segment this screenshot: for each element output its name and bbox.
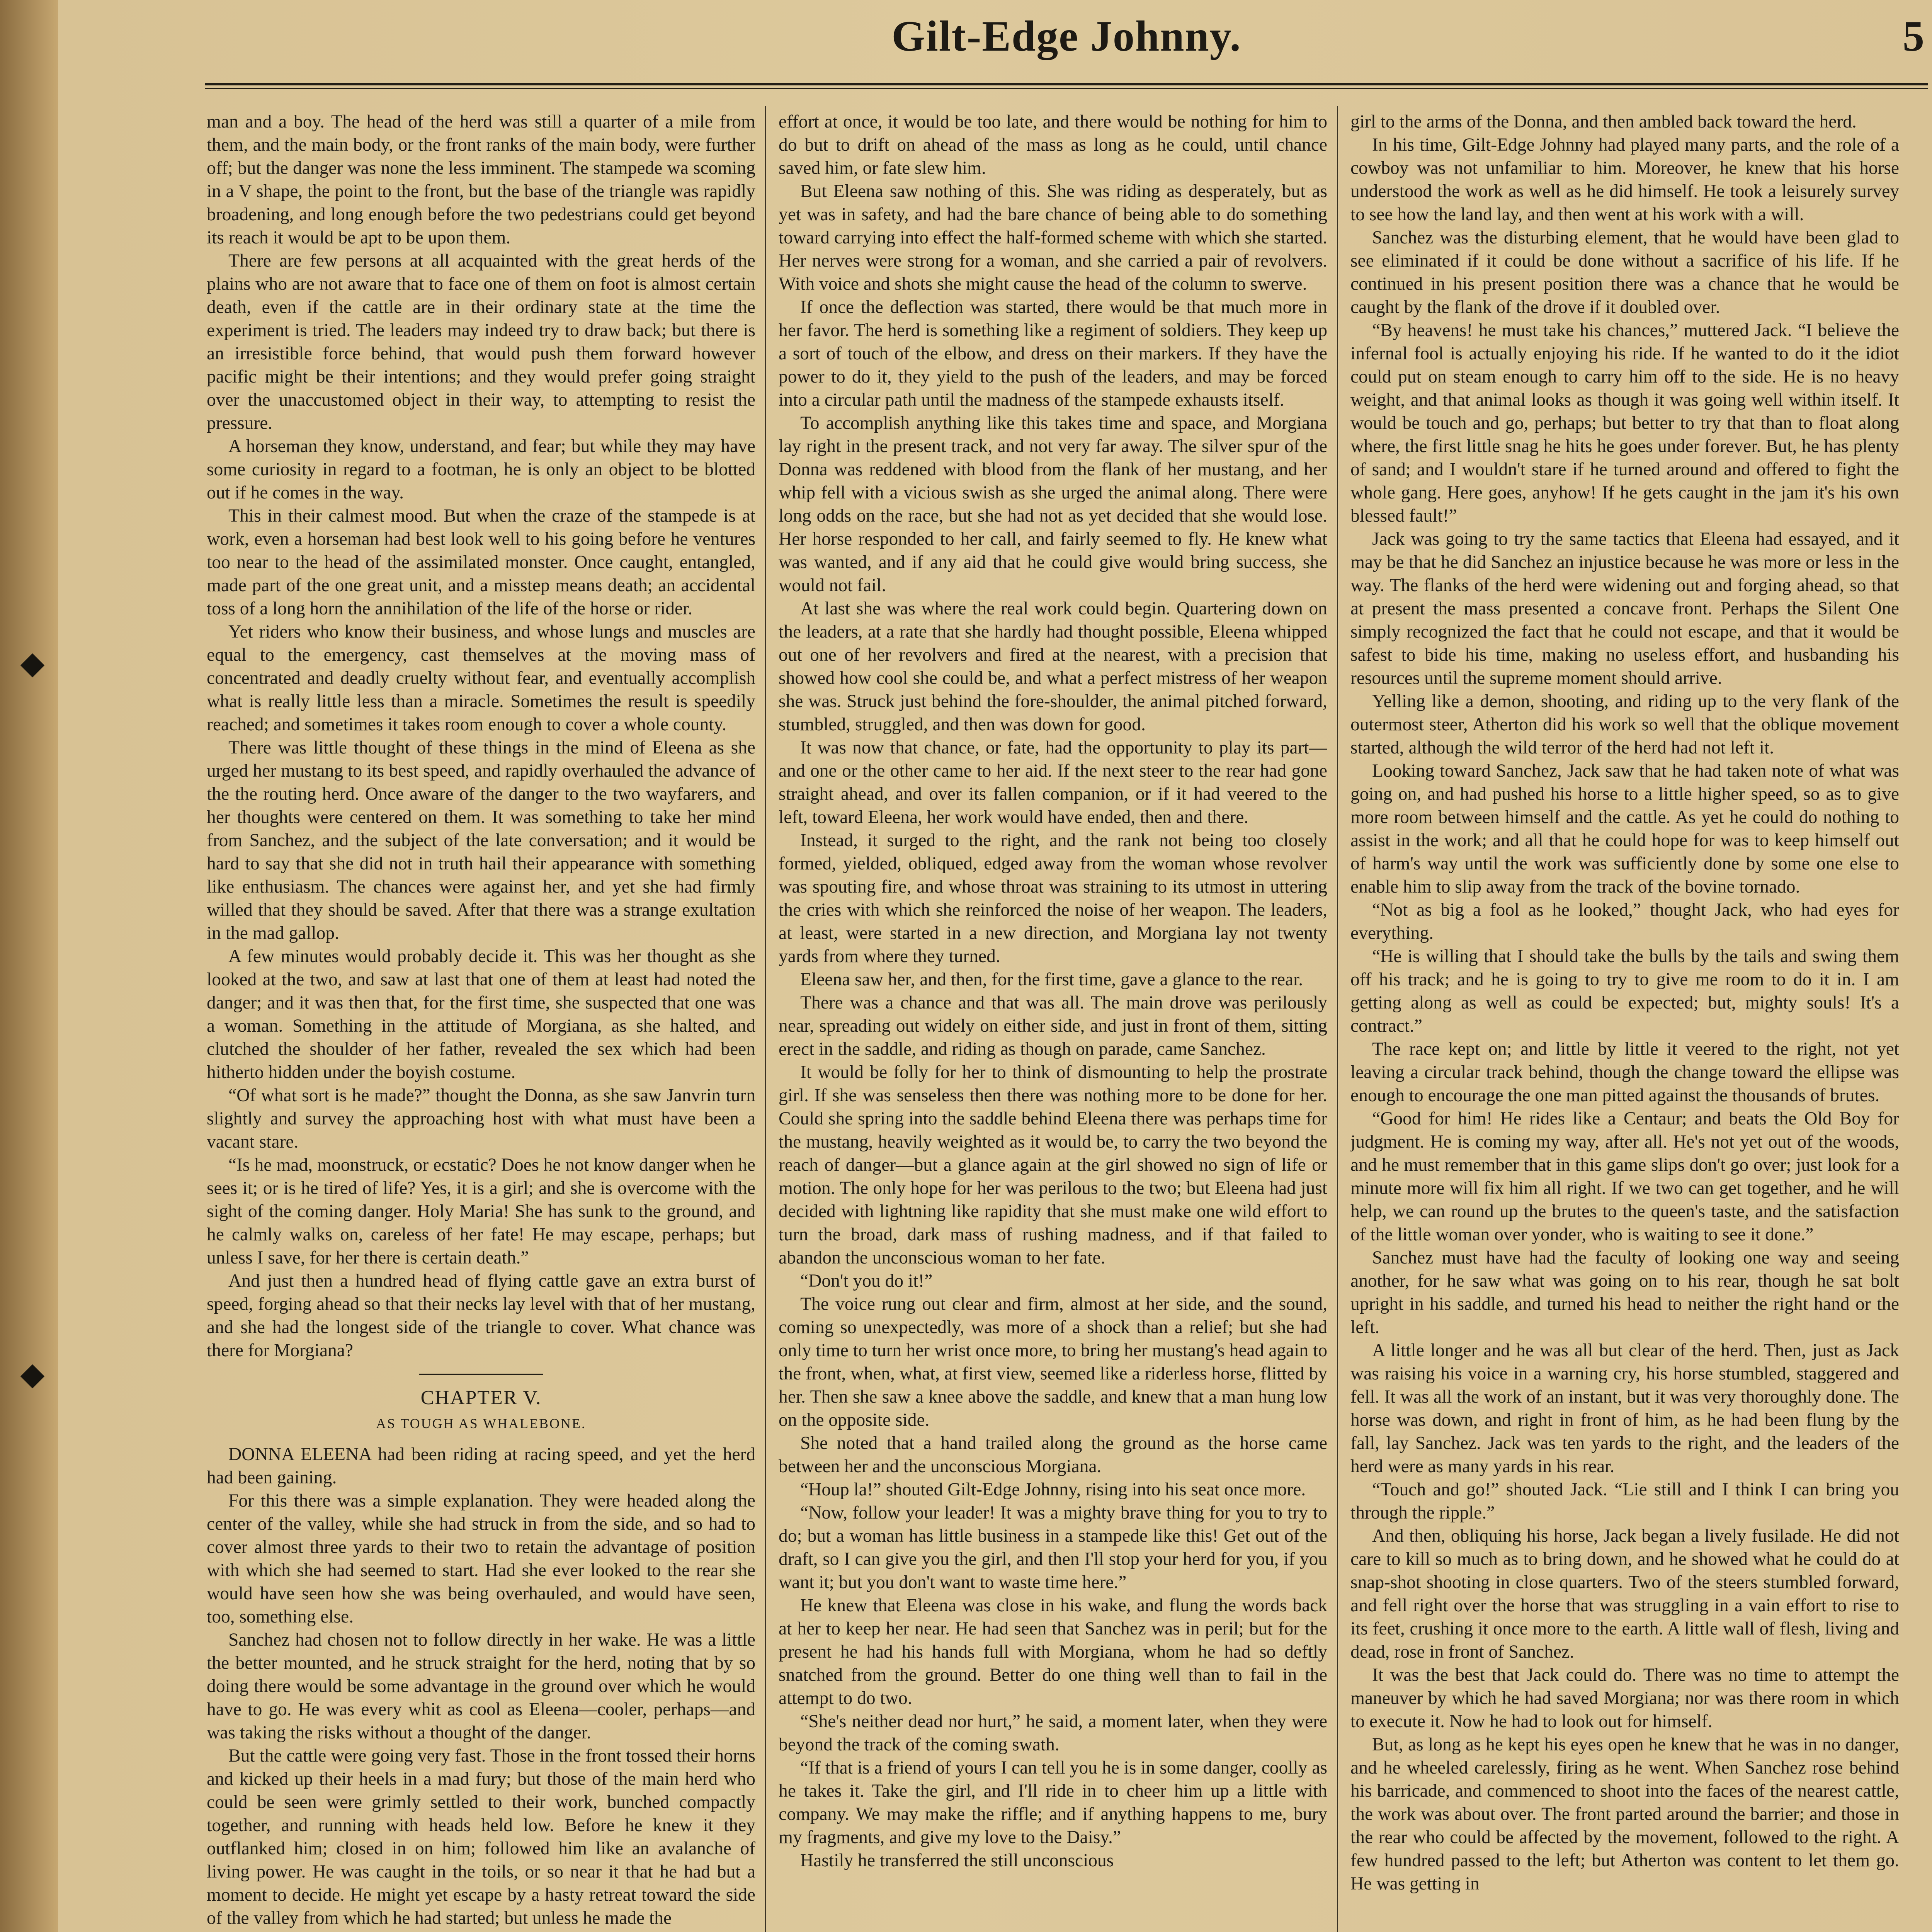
paragraph: Yet riders who know their business, and whose lungs and muscles are equal to the emergency, cast themselves at the moving mass of concentrated and deadly cruelty without fear, and eventually accomplish what is really little less than a miracle. Sometimes the result is speedily reached; and sometimes it takes room enough to cover a whole county. bbox=[207, 622, 755, 735]
paragraph: effort at once, it would be too late, and there would be nothing for him to do but to drift on ahead of the mass as long as he could, until chance saved him, or fate slew him. bbox=[779, 112, 1327, 178]
paragraph: Sanchez had chosen not to follow directly in her wake. He was a little the better mounted, and he struck straight for the herd, noting that by so doing there would be some advantage in the ground over which he would have to go. He was every whit as cool as Eleena—cooler, perhaps—and was taking the risks without a thought of the danger. bbox=[207, 1630, 755, 1743]
paragraph: The voice rung out clear and firm, almost at her side, and the sound, coming so unexpectedly, was more of a shock than a relief; but she had only time to turn her wrist once more, to bring her mustang's head again to the front, when, what, at first view, seemed like a riderless horse, flitted by her. Then she saw a knee above the saddle, and knew that a man hung low on the opposite side. bbox=[779, 1294, 1327, 1430]
paragraph: “Not as big a fool as he looked,” thought Jack, who had eyes for everything. bbox=[1350, 900, 1899, 943]
paragraph: Sanchez was the disturbing element, that he would have been glad to see eliminated if it could be done without a sacrifice of his life. If he continued in his present position there was a chance that he would be caught by the flank of the drove if it doubled over. bbox=[1350, 228, 1899, 317]
paragraph: “By heavens! he must take his chances,” muttered Jack. “I believe the infernal fool is actually enjoying his ride. If he wanted to do it the idiot could put on steam enough to carry him off to the side. He is no heavy weight, and that animal looks as though it was going well within itself. It would be touch and go, perhaps; but better to try that than to float along where, the first little snag he hits he goes under forever. But, he has plenty of sand; and I wouldn't stare if he turned around and offered to fight the whole gang. Here goes, anyhow! If he gets caught in the jam it's his own blessed fault!” bbox=[1350, 320, 1899, 526]
paragraph: Eleena saw her, and then, for the first time, gave a glance to the rear. bbox=[800, 969, 1303, 990]
paragraph: DONNA ELEENA had been riding at racing speed, and yet the herd had been gaining. bbox=[207, 1444, 755, 1488]
paragraph: This in their calmest mood. But when the craze of the stampede is at work, even a horseman had best look well to his going before he ventures too near to the head of the assimilated monster. Once caught, entangled, made part of the one great unit, and a misstep means death; an accidental toss of a long horn the annihilation of the life of the horse or rider. bbox=[207, 506, 755, 619]
paragraph: A few minutes would probably decide it. This was her thought as she looked at the two, and saw at last that one of them at least had noted the danger; and it was then that, for the first time, she suspected that one was a woman. Something in the attitude of Morgiana, as she halted, and clutched the shoulder of her father, revealed the sex which had been hitherto hidden under the boyish costume. bbox=[207, 946, 755, 1082]
paragraph: In his time, Gilt-Edge Johnny had played many parts, and the role of a cowboy was not unfamiliar to him. Moreover, he knew that his horse understood the work as well as he did himself. He took a leisurely survey to see how the land lay, and then went at his work with a will. bbox=[1350, 135, 1899, 224]
paragraph: There was little thought of these things in the mind of Eleena as she urged her mustang to its best speed, and rapidly overhauled the advance of the the routing herd. Once aware of the danger to the two wayfarers, and her thoughts were centered on them. It was something to take her mind from Sanchez, and the subject of the late conversation; and it would be hard to say that she did not in truth hail their appearance with something like enthusiasm. The chances were against her, and yet she had firmly willed that they should be saved. After that there was a strange exultation in the mad gallop. bbox=[207, 738, 755, 943]
paragraph: But the cattle were going very fast. Those in the front tossed their horns and kicked up their heels in a mad fury; but those of the main herd who could be seen were grimly settled to their work, bunched compactly together, and running with heads held low. Before he knew it they outflanked him; closed in on him; followed him like an avalanche of living power. He was caught in the toils, or so near it that he had but a moment to decide. He might yet escape by a hasty retreat toward the side of the valley from which he had started; but unless he made the bbox=[207, 1746, 755, 1928]
paragraph: “He is willing that I should take the bulls by the tails and swing them off his track; and he is going to try to give me room to do it in. I am getting along as well as could be expected; but, mighty souls! It's a contract.” bbox=[1350, 946, 1899, 1036]
binding-stitch-mark bbox=[20, 653, 44, 677]
paragraph: girl to the arms of the Donna, and then ambled back toward the herd. bbox=[1350, 112, 1857, 132]
paragraph: It would be folly for her to think of dismounting to help the prostrate girl. If she was senseless then there was nothing more to be done for her. Could she spring into the saddle behind Eleena there was perhaps time for the mustang, heavily weighted as it would be, to carry the two beyond the reach of danger—but a glance again at the girl showed no sign of life or motion. The only hope for her was perilous to the two; but Eleena had just decided with lightning like rapidity that she must make one wild effort to turn the broad, dark mass of rushing madness, and if that failed to abandon the unconscious woman to her fate. bbox=[779, 1062, 1327, 1268]
paragraph: Jack was going to try the same tactics that Eleena had essayed, and it may be that he did Sanchez an injustice because he was more or less in the way. The flanks of the herd were widening out and forging ahead, so that at present the mass presented a concave front. Perhaps the Silent One simply recognized the fact that he could not escape, and that it would be safest to bide his time, making no useless effort, and husbanding his resources until the supreme moment should arrive. bbox=[1350, 529, 1899, 688]
paragraph: Sanchez must have had the faculty of looking one way and seeing another, for he saw what was going on to his rear, though he sat bolt upright in his saddle, and turned his head to neither the right hand or the left. bbox=[1350, 1248, 1899, 1337]
paragraph: “Good for him! He rides like a Centaur; and beats the Old Boy for judgment. He is coming my way, after all. He's not yet out of the woods, and he must remember that in this game slips don't go over; just look for a minute more will fix him all right. If we two can get together, and he will help, we can round up the brutes to the queen's taste, and the satisfaction of the little woman over yonder, who is waiting to see it done.” bbox=[1350, 1109, 1899, 1245]
paragraph: Yelling like a demon, shooting, and riding up to the very flank of the outermost steer, Atherton did his work so well that the oblique movement started, although the wild terror of the herd had not left it. bbox=[1350, 691, 1899, 758]
paragraph: And just then a hundred head of flying cattle gave an extra burst of speed, forging ahead so that their necks lay level with that of her mustang, and she had the longest side of the triangle to cover. What chance was there for Morgiana? bbox=[207, 1271, 755, 1361]
paragraph: “Don't you do it!” bbox=[800, 1271, 933, 1291]
paragraph: “Touch and go!” shouted Jack. “Lie still and I think I can bring you through the ripple.” bbox=[1350, 1480, 1899, 1523]
paragraph: “Of what sort is he made?” thought the Donna, as she saw Janvrin turn slightly and survey the approaching host with what must have been a vacant stare. bbox=[207, 1085, 755, 1152]
page-number: 5 bbox=[1903, 12, 1924, 60]
paragraph: Hastily he transferred the still unconscious bbox=[800, 1850, 1114, 1871]
paragraph: And then, obliquing his horse, Jack began a lively fusilade. He did not care to kill so much as to bring down, and he showed what he could do at snap-shot shooting in close quarters. Two of the steers stumbled forward, and fell right over the horse that was struggling in a vain effort to rise to its feet, crushing it once more to the earth. A little wall of flesh, living and dead, rose in front of Sanchez. bbox=[1350, 1526, 1899, 1662]
running-head bbox=[209, 12, 1924, 70]
chapter-subtitle: AS TOUGH AS WHALEBONE. bbox=[376, 1416, 587, 1431]
paragraph: He knew that Eleena was close in his wake, and flung the words back at her to keep her near. He had seen that Sanchez was in peril; but for the present he had his hands full with Morgiana, whom he had so deftly snatched from the ground. Better do one thing well than to fail in the attempt to do two. bbox=[779, 1595, 1327, 1708]
paragraph: “If that is a friend of yours I can tell you he is in some danger, coolly as he takes it. Take the girl, and I'll ride in to cheer him up a little with company. We may make the riffle; and if anything happens to me, bury my fragments, and give my love to the Daisy.” bbox=[779, 1758, 1327, 1847]
paragraph: “Is he mad, moonstruck, or ecstatic? Does he not know danger when he sees it; or is he tired of life? Yes, it is a girl; and she is overcome with the sight of the coming danger. Holy Maria! She has sunk to the ground, and he calmly walks on, careless of her fate! He may escape, perhaps; but unless I save, for her there is certain death.” bbox=[207, 1155, 755, 1268]
paragraph: A little longer and he was all but clear of the herd. Then, just as Jack was raising his voice in a warning cry, his horse stumbled, staggered and fell. It was all the work of an instant, but it was very thoroughly done. The horse was down, and right in front of him, as he had been flung by the fall, lay Sanchez. Jack was ten yards to the right, and the leaders of the herd were as many yards in his rear. bbox=[1350, 1340, 1899, 1476]
text-column-right bbox=[1350, 110, 1899, 1932]
paragraph: “Houp la!” shouted Gilt-Edge Johnny, rising into his seat once more. bbox=[800, 1480, 1306, 1500]
binding-stitch-mark bbox=[20, 1364, 44, 1388]
chapter-title: CHAPTER V. bbox=[420, 1387, 542, 1409]
chapter-divider bbox=[419, 1374, 543, 1375]
paragraph: The race kept on; and little by little it veered to the right, not yet leaving a circular track behind, though the change toward the ellipse was enough to encourage the one man pitted against the thousands of brutes. bbox=[1350, 1039, 1899, 1105]
paragraph: To accomplish anything like this takes time and space, and Morgiana lay right in the present track, and not very far away. The silver spur of the Donna was reddened with blood from the flank of her mustang, and her whip fell with a vicious swish as she urged the animal along. There were long odds on the race, but she had not as yet decided that she would lose. Her horse responded to her call, and fairly seemed to fly. He knew what was wanted, and if any aid that he could give would bring success, she would not fail. bbox=[779, 413, 1327, 595]
paragraph: “Now, follow your leader! It was a mighty brave thing for you to try to do; but a woman has little business in a stampede like this! Get out of the draft, so I can give you the girl, and then I'll stop your herd for you, if you want it; but you don't want to waste time here.” bbox=[779, 1503, 1327, 1592]
column-rule bbox=[1337, 106, 1338, 1932]
paragraph: If once the deflection was started, there would be that much more in her favor. The herd is something like a regiment of soldiers. They keep up a sort of touch of the elbow, and dress on their markers. If they have the power to do it, they yield to the push of the leaders, and may be forced into a circular path until the madness of the stampede exhausts itself. bbox=[779, 297, 1327, 410]
text-column-middle bbox=[779, 110, 1327, 1932]
paragraph: There are few persons at all acquainted with the great herds of the plains who are not aware that to face one of them on foot is almost certain death, even if the cattle are in their ordinary state at the time the experiment is tried. The leaders may indeed try to draw back; but there is an irresistible force behind, that would push them forward however pacific might be their intentions; and they would prefer going straight over the unaccustomed object in their way, to attempting to resist the pressure. bbox=[207, 251, 755, 433]
paragraph: It was now that chance, or fate, had the opportunity to play its part—and one or the other came to her aid. If the next steer to the rear had gone straight ahead, and over its fallen companion, or if it had veered to the left, toward Eleena, her work would have ended, then and there. bbox=[779, 738, 1327, 827]
paragraph: For this there was a simple explanation. They were headed along the center of the valley, while she had struck in from the side, and so had to cover almost three yards to their two to retain the advantage of position with which she had seemed to start. Had she ever looked to the rear she would have seen how she was being overhauled, and would have seen, too, something else. bbox=[207, 1491, 755, 1627]
paragraph: At last she was where the real work could begin. Quartering down on the leaders, at a rate that she hardly had thought possible, Eleena whipped out one of her revolvers and fired at the nearest, with a precision that showed how cool she could be, and what a perfect mistress of her weapon she was. Struck just behind the fore-shoulder, the animal pitched forward, stumbled, struggled, and then was down for good. bbox=[779, 599, 1327, 735]
paragraph: But, as long as he kept his eyes open he knew that he was in no danger, and he wheeled carelessly, firing as he went. When Sanchez rose behind his barricade, and commenced to shoot into the faces of the nearest cattle, the work was about over. The front parted around the barrier; and those in the rear who could be affected by the movement, followed to the right. A few hundred passed to the left; but Atherton was content to let them go. He was getting in bbox=[1350, 1735, 1899, 1894]
header-rule bbox=[205, 83, 1928, 85]
paragraph: But Eleena saw nothing of this. She was riding as desperately, but as yet was in safety, and had the bare chance of being able to do something toward carrying into effect the half-formed scheme with which she started. Her nerves were strong for a woman, and she carried a pair of revolvers. With voice and shots she might cause the head of the column to swerve. bbox=[779, 181, 1327, 294]
page-binding-edge bbox=[0, 0, 58, 1932]
text-column-left bbox=[207, 110, 755, 1932]
paragraph: Looking toward Sanchez, Jack saw that he had taken note of what was going on, and had pushed his horse to a little higher speed, so as to give more room between himself and the cattle. As yet he could do nothing to assist in the work; and all that he could hope for was to keep himself out of harm's way until the work was sufficiently done by some one else to enable him to slip away from the track of the bovine tornado. bbox=[1350, 761, 1899, 897]
running-title: Gilt-Edge Johnny. bbox=[891, 12, 1242, 60]
paragraph: She noted that a hand trailed along the ground as the horse came between her and the unconscious Morgiana. bbox=[779, 1433, 1327, 1476]
paragraph: Instead, it surged to the right, and the rank not being too closely formed, yielded, obliqued, edged away from the woman whose revolver was spouting fire, and whose throat was straining to its utmost in uttering the cries with which she reinforced the noise of her weapon. The leaders, at least, were started in a new direction, and Morgiana lay not twenty yards from where they turned. bbox=[779, 830, 1327, 966]
paragraph: There was a chance and that was all. The main drove was perilously near, spreading out widely on either side, and just in front of them, sitting erect in the saddle, and riding as though on parade, came Sanchez. bbox=[779, 993, 1327, 1059]
header-rule-thin bbox=[205, 88, 1928, 89]
paragraph: “She's neither dead nor hurt,” he said, a moment later, when they were beyond the track of the coming swath. bbox=[779, 1711, 1327, 1755]
paragraph: A horseman they know, understand, and fear; but while they may have some curiosity in regard to a footman, he is only an object to be blotted out if he comes in the way. bbox=[207, 436, 755, 503]
paragraph: It was the best that Jack could do. There was no time to attempt the maneuver by which he had saved Morgiana; nor was there room in which to execute it. Now he had to look out for himself. bbox=[1350, 1665, 1899, 1731]
paragraph: man and a boy. The head of the herd was still a quarter of a mile from them, and the main body, or the front ranks of the main body, were further off; but the danger was none the less imminent. The stampede wa scoming in a V shape, the point to the front, but the base of the triangle was rapidly broadening, and long enough before the two pedestrians could get beyond its reach it would be apt to be upon them. bbox=[207, 112, 755, 248]
column-rule bbox=[765, 106, 766, 1932]
